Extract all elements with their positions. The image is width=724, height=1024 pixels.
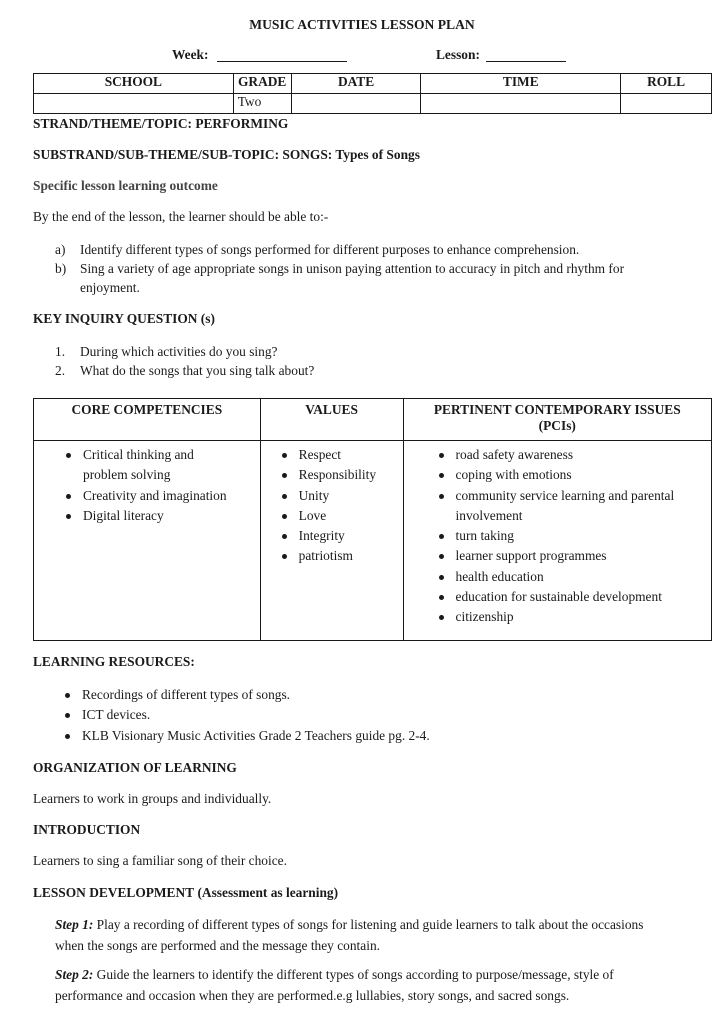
school-header: SCHOOL: [34, 74, 234, 94]
roll-header: ROLL: [621, 74, 712, 94]
resources-heading: LEARNING RESOURCES:: [33, 654, 195, 669]
list-item: 2. What do the songs that you sing talk about?: [55, 363, 315, 378]
page-title: MUSIC ACTIVITIES LESSON PLAN: [249, 17, 475, 32]
lesson-blank-line: [486, 61, 566, 62]
date-value: [291, 94, 421, 114]
school-value: [34, 94, 234, 114]
week-label: Week:: [172, 47, 209, 62]
grade-value: Two: [233, 94, 291, 114]
list-item: education for sustainable development: [456, 587, 711, 607]
list-item: Unity: [299, 486, 403, 506]
info-table-value-row: [34, 94, 712, 114]
list-item: citizenship: [456, 607, 711, 627]
list-item: Love: [299, 506, 403, 526]
outcome-intro: By the end of the lesson, the learner should be able to:-: [33, 209, 329, 224]
list-item: b) Sing a variety of age appropriate songs in unison paying attention to accuracy in pitch and rhythm for: [55, 261, 625, 276]
organization-text: Learners to work in groups and individually.: [33, 791, 272, 806]
list-item: coping with emotions: [456, 465, 711, 485]
lesson-info-table: [33, 73, 712, 114]
resources-list: [82, 685, 702, 746]
pci-cell: [403, 441, 711, 641]
pci-list: [456, 445, 711, 628]
list-item: road safety awareness: [456, 445, 711, 465]
list-item: patriotism: [299, 546, 403, 566]
list-item: Recordings of different types of songs.: [82, 685, 702, 705]
core-competencies-header: CORE COMPETENCIES: [34, 399, 261, 441]
core-competencies-cell: [34, 441, 261, 641]
list-item: turn taking: [456, 526, 711, 546]
date-header: DATE: [291, 74, 421, 94]
pci-header: PERTINENT CONTEMPORARY ISSUES (PCIs): [403, 399, 711, 441]
info-table-header-row: [34, 74, 712, 94]
core-competencies-list: [83, 445, 260, 526]
time-value: [421, 94, 621, 114]
list-item: Respect: [299, 445, 403, 465]
step-2: Step 2: Guide the learners to identify the different types of songs according to purpose/message, style of performance and occasion when they are performed.e.g lullabies, story songs, and sacred songs.: [55, 967, 614, 1003]
list-item: Creativity and imagination: [83, 486, 260, 506]
time-header: TIME: [421, 74, 621, 94]
list-item: a) Identify different types of songs performed for different purposes to enhance comprehension.: [55, 242, 580, 257]
inquiry-list: [55, 342, 675, 380]
list-item: learner support programmes: [456, 546, 711, 566]
outcome-heading: Specific lesson learning outcome: [33, 178, 218, 193]
list-item: KLB Visionary Music Activities Grade 2 Teachers guide pg. 2-4.: [82, 726, 702, 746]
list-item: Critical thinking and problem solving: [83, 445, 260, 486]
list-item: Integrity: [299, 526, 403, 546]
list-item: Responsibility: [299, 465, 403, 485]
values-list: [299, 445, 403, 567]
week-blank-line: [217, 61, 347, 62]
substrand-heading: SUBSTRAND/SUB-THEME/SUB-TOPIC: SONGS: Types of Songs: [33, 147, 420, 162]
list-item: ICT devices.: [82, 705, 702, 725]
organization-heading: ORGANIZATION OF LEARNING: [33, 760, 237, 775]
strand-heading: STRAND/THEME/TOPIC: PERFORMING: [33, 116, 289, 131]
introduction-heading: INTRODUCTION: [33, 822, 141, 837]
list-item: Digital literacy: [83, 506, 260, 526]
inquiry-heading: KEY INQUIRY QUESTION (s): [33, 311, 215, 326]
development-heading: LESSON DEVELOPMENT (Assessment as learning): [33, 885, 339, 900]
values-cell: [260, 441, 403, 641]
competencies-body-row: [34, 441, 712, 641]
competencies-header-row: [34, 399, 712, 441]
outcomes-list: [55, 240, 705, 297]
list-item: 1. During which activities do you sing?: [55, 344, 278, 359]
step-1: Step 1: Play a recording of different types of songs for listening and guide learners to talk about the occasions when the songs are performed and the message they contain.: [55, 917, 644, 953]
introduction-text: Learners to sing a familiar song of their choice.: [33, 853, 287, 868]
roll-value: [621, 94, 712, 114]
resources-list-wrap: [82, 685, 702, 746]
grade-header: GRADE: [233, 74, 291, 94]
list-item: health education: [456, 567, 711, 587]
values-header: VALUES: [260, 399, 403, 441]
lesson-label: Lesson:: [436, 47, 480, 62]
list-item-continuation: enjoyment.: [80, 280, 140, 295]
competencies-table: [33, 398, 712, 641]
list-item: community service learning and parental involvement: [456, 486, 711, 527]
